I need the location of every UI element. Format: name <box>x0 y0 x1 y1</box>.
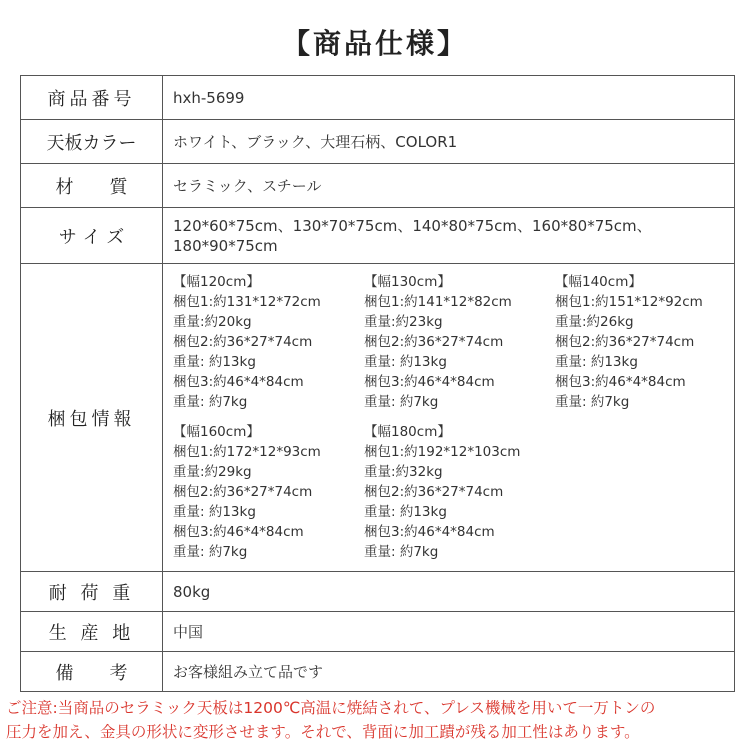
size-line-2: 180*90*75cm <box>173 236 278 255</box>
package-heading: 【幅120cm】 <box>173 274 260 290</box>
table-row <box>21 76 735 120</box>
caution-notice <box>6 696 750 744</box>
spec-table <box>20 75 735 692</box>
table-row <box>21 264 735 572</box>
package-line: 梱包2:約36*27*74cm <box>364 334 504 350</box>
value-color: ホワイト、ブラック、大理石柄、COLOR1 <box>163 120 735 164</box>
package-heading: 【幅130cm】 <box>364 274 451 290</box>
package-line: 梱包2:約36*27*74cm <box>364 484 504 500</box>
package-line: 重量: 約7kg <box>555 394 630 410</box>
label-note: 備 考 <box>21 652 163 692</box>
package-line: 重量: 約13kg <box>173 354 256 370</box>
value-material: セラミック、スチール <box>163 164 735 208</box>
table-row <box>21 164 735 208</box>
package-line: 梱包3:約46*4*84cm <box>364 524 495 540</box>
package-line: 重量: 約13kg <box>173 504 256 520</box>
package-line: 重量:約23kg <box>364 314 443 330</box>
value-origin: 中国 <box>163 612 735 652</box>
value-load: 80kg <box>163 572 735 612</box>
package-line: 梱包2:約36*27*74cm <box>173 484 313 500</box>
package-block-140 <box>555 272 746 412</box>
label-size: サ イ ズ <box>21 208 163 264</box>
package-line: 梱包1:約131*12*72cm <box>173 294 321 310</box>
table-row <box>21 120 735 164</box>
caution-line-2: 圧力を加え、金具の形状に変形させます。それで、背面に加工蹟が残る加工性はあります。 <box>6 723 640 741</box>
package-line: 梱包1:約192*12*103cm <box>364 444 521 460</box>
package-line: 重量: 約7kg <box>173 544 248 560</box>
value-size <box>163 208 735 264</box>
package-line: 梱包2:約36*27*74cm <box>173 334 313 350</box>
caution-line-1: ご注意:当商品のセラミック天板は1200℃高温に焼結されて、プレス機械を用いて一万トンの <box>6 699 656 717</box>
label-origin: 生 産 地 <box>21 612 163 652</box>
package-line: 重量: 約13kg <box>555 354 638 370</box>
package-line: 梱包2:約36*27*74cm <box>555 334 695 350</box>
table-row <box>21 652 735 692</box>
package-heading: 【幅180cm】 <box>364 424 451 440</box>
package-heading: 【幅160cm】 <box>173 424 260 440</box>
package-line: 梱包1:約172*12*93cm <box>173 444 321 460</box>
package-line: 重量: 約7kg <box>364 394 439 410</box>
package-grid <box>173 264 734 568</box>
label-color: 天板カラー <box>21 120 163 164</box>
package-line: 重量:約29kg <box>173 464 252 480</box>
package-line: 梱包3:約46*4*84cm <box>173 524 304 540</box>
label-load: 耐 荷 重 <box>21 572 163 612</box>
package-line: 重量: 約13kg <box>364 504 447 520</box>
label-model: 商品番号 <box>21 76 163 120</box>
package-block-130 <box>364 272 555 412</box>
package-line: 重量: 約13kg <box>364 354 447 370</box>
size-line-1: 120*60*75cm、130*70*75cm、140*80*75cm、160*80*75cm、 <box>173 216 652 235</box>
package-line: 梱包1:約151*12*92cm <box>555 294 703 310</box>
value-package <box>163 264 735 572</box>
label-material: 材 質 <box>21 164 163 208</box>
package-line: 重量:約26kg <box>555 314 634 330</box>
label-package: 梱包情報 <box>21 264 163 572</box>
package-line: 梱包3:約46*4*84cm <box>555 374 686 390</box>
package-line: 重量:約32kg <box>364 464 443 480</box>
package-line: 梱包1:約141*12*82cm <box>364 294 512 310</box>
package-heading: 【幅140cm】 <box>555 274 642 290</box>
table-row <box>21 612 735 652</box>
page-title: 【商品仕様】 <box>281 27 468 60</box>
value-note: お客様組み立て品です <box>163 652 735 692</box>
package-line: 重量: 約7kg <box>364 544 439 560</box>
package-block-120 <box>173 272 364 412</box>
package-line: 重量:約20kg <box>173 314 252 330</box>
table-row <box>21 208 735 264</box>
value-model: hxh-5699 <box>163 76 735 120</box>
package-line: 梱包3:約46*4*84cm <box>364 374 495 390</box>
package-block-160 <box>173 422 364 562</box>
package-block-180 <box>364 422 555 562</box>
package-line: 梱包3:約46*4*84cm <box>173 374 304 390</box>
table-row <box>21 572 735 612</box>
package-line: 重量: 約7kg <box>173 394 248 410</box>
